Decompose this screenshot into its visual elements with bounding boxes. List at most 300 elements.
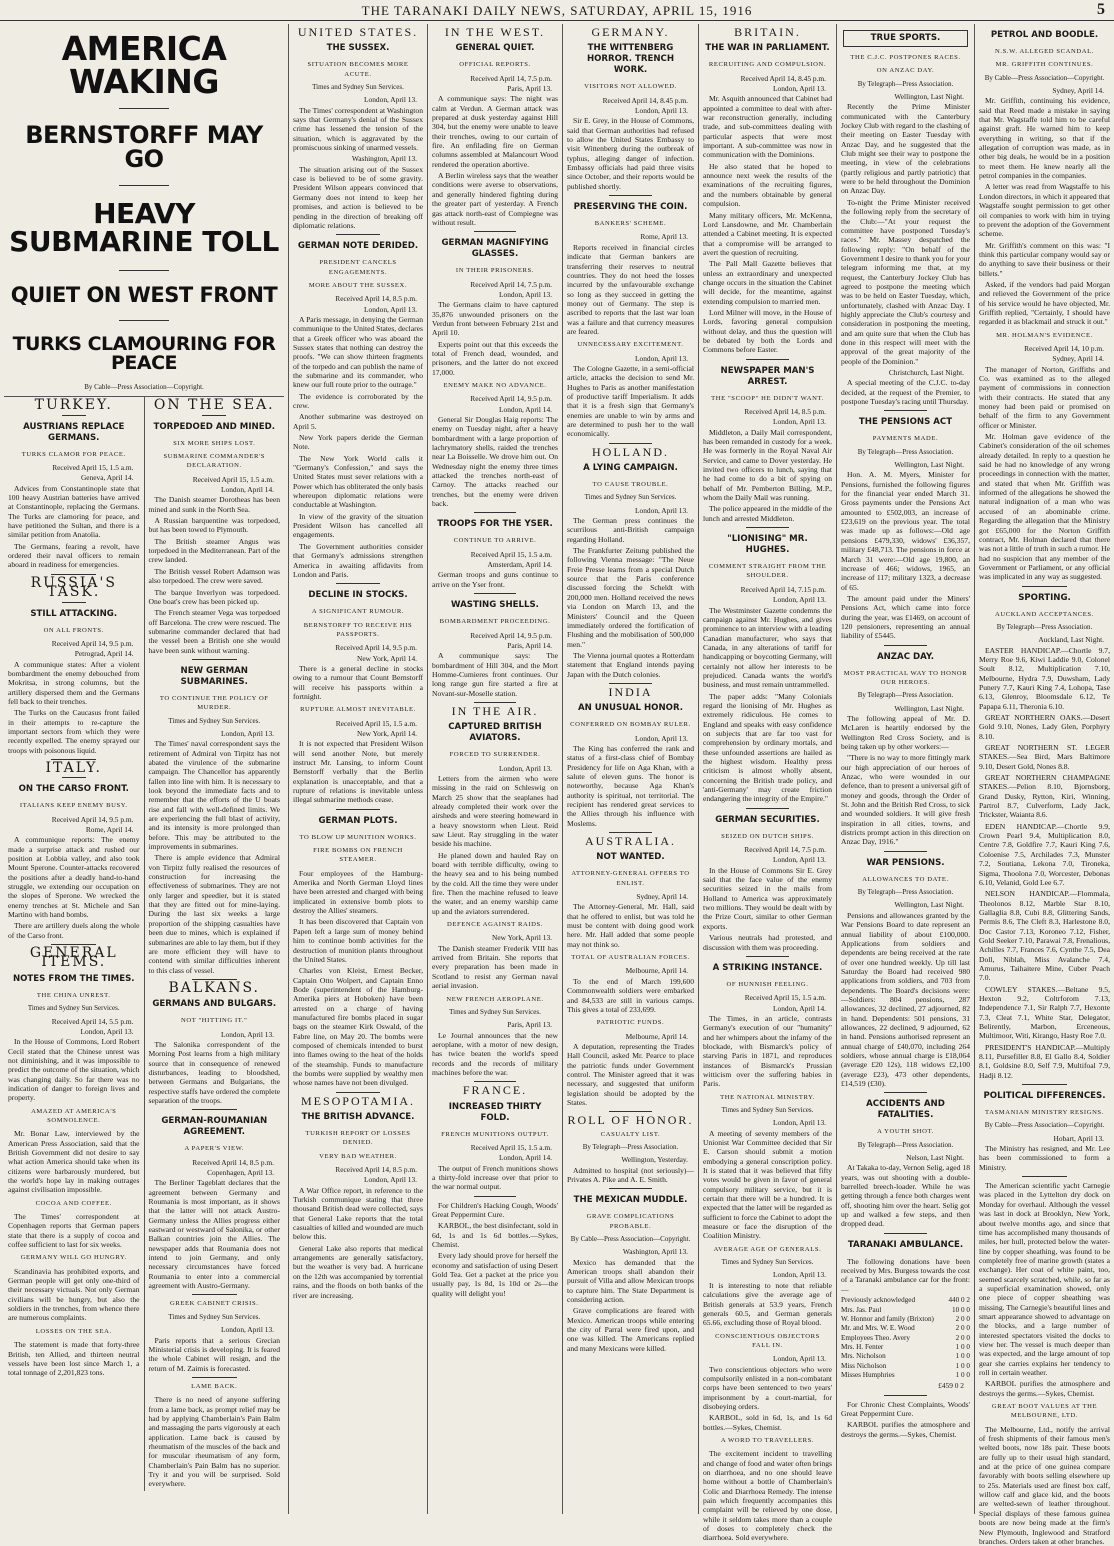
- dateline: London, April 13.: [635, 505, 688, 515]
- received-line: Received April 14, 7.5 p.m.: [744, 845, 826, 855]
- article-paragraph: New York papers deride the German Note.: [293, 433, 423, 452]
- section-head: ROLL OF HONOR.: [567, 1113, 694, 1128]
- dateline: London, April 13.: [221, 728, 274, 738]
- article-paragraph: Sir E. Grey, in the House of Commons, said that German authorities had refused to allow the United States Embassy to visit Wittenberg during the outbreak of typhus, alleging danger of infection. Embassy officials had paid three visits since October, and their reports would be published shortly.: [567, 116, 694, 191]
- received-line: Received April 14, 9.5 p.m.: [470, 394, 552, 404]
- article-subhead: NOTES FROM THE TIMES.: [12, 973, 135, 984]
- article-paragraph: Two conscientious objectors who were compulsorily enlisted in a non-combatant corps have been sentenced to two years' imprisonment by a court-martial, for disobeying orders.: [703, 1364, 832, 1411]
- dateline: Paris, April 14.: [507, 640, 552, 650]
- received-line: Received April 14, 7.5 p.m.: [470, 73, 552, 83]
- article-kicker: VISITORS NOT ALLOWED.: [584, 83, 677, 91]
- article-kicker: UNNECESSARY EXCITEMENT.: [577, 341, 684, 349]
- lead-byline: By Cable—Press Association—Copyright.: [84, 383, 204, 391]
- received-line: Received April 15, 1.5 a.m.: [470, 549, 552, 559]
- article-subhead: CAPTURED BRITISH AVIATORS.: [448, 722, 542, 744]
- article-subhead: THE BRITISH ADVANCE.: [301, 1112, 415, 1122]
- article-kicker: NEW FRENCH AEROPLANE.: [446, 995, 544, 1003]
- article-kicker: CONSCIENTIOUS OBJECTORS FALL IN.: [715, 1332, 820, 1349]
- service-line: By Cable—Press Association—Copyright.: [984, 1121, 1105, 1130]
- service-line: Times and Sydney Sun Services.: [721, 1258, 814, 1267]
- dateline: London, April 14.: [499, 404, 552, 414]
- article-paragraph: A Berlin wireless says that the weather conditions were averse to observations, and generally hindered fighting during the greater part of yesterday. A French gas attack north-east of Compiegne was without result.: [432, 171, 558, 227]
- subscription-amount: 2 0 0: [955, 1314, 970, 1323]
- dateline: London, April 13.: [773, 1118, 826, 1128]
- article-paragraph: At Takaka to-day, Vernon Selig, aged 18 years, was out shooting with a double-barrelled breech-loader. While he was getting through a fence both charges went off, shooting him over the heart. Selig got up and walked a few steps, and then dropped dead.: [841, 1163, 970, 1229]
- column-4: [427, 24, 562, 1514]
- section-head: FRANCE.: [462, 1083, 528, 1098]
- article-kicker: CONFERRED ON BOMBAY RULER.: [570, 721, 691, 729]
- column-5: [562, 24, 698, 1514]
- article-paragraph: Many military officers, Mr. McKenna, Lord Lansdowne, and Mr. Chamberlain attended a Cabinet meeting. It is expected that a compromise will be arranged to avert the question of recruiting.: [703, 210, 832, 257]
- article-kicker: CONTINUE TO ARRIVE.: [453, 537, 537, 545]
- received-line: Received April 15, 1.5 a.m.: [470, 1142, 552, 1152]
- article-kicker: CASUALTY LIST.: [600, 1130, 661, 1138]
- advertisement-text: For Children's Hacking Cough, Woods' Great Peppermint Cure.: [432, 1200, 558, 1219]
- article-paragraph: The Frankfurter Zeitung published the following Vienna message: "The Neue Freie Presse learns from a special Dutch source that the Paris conference discussed forcing the Scheldt with 200,000 men. Holland received the news via London on March 13, and the Ministers' Council and the Queen immediately ordered the fortification of Flushing and the mobilisation of 500,000 men.": [567, 546, 694, 649]
- article-subhead: STILL ATTACKING.: [30, 608, 118, 619]
- article-kicker: A PAPER'S VIEW.: [184, 1145, 245, 1153]
- article-paragraph: The New York World calls it "Germany's Confession," and says the United States must sever relations with a Power which has obliterated the only basis whereupon diplomatic relations were conductable at Washington.: [293, 453, 423, 510]
- article-paragraph: The Vienna journal quotes a Rotterdam statement that England intends paying Japan with the Dutch colonies.: [567, 650, 694, 679]
- advertisement-heading: LAME BACK.: [191, 1382, 238, 1390]
- article-kicker: TO BLOW UP MUNITION WORKS.: [299, 833, 417, 841]
- section-head: SPORTING.: [1018, 592, 1071, 603]
- subscription-amount: 440 0 2: [948, 1296, 970, 1305]
- article-subhead: GENERAL QUIET.: [455, 43, 535, 54]
- section-head: TRUE SPORTS.: [843, 30, 968, 47]
- received-line: Received April 15, 1.5 a.m.: [192, 474, 274, 484]
- dateline: Melbourne, April 14.: [625, 966, 688, 976]
- article-kicker: SUBMARINE COMMANDER'S DECLARATION.: [163, 453, 266, 470]
- dateline: London, April 13.: [773, 417, 826, 427]
- subscription-row: [841, 1296, 970, 1305]
- article-kicker: LOSSES ON THE SEA.: [35, 1327, 112, 1335]
- received-line: Received April 15, 1.5 a.m.: [52, 463, 134, 473]
- article-paragraph: Paris reports that a serious Grecian Ministerial crisis is developing. It is feared the whole Cabinet will resign, and the return of M. Zaimis is forecasted.: [148, 1335, 280, 1373]
- article-paragraph: The Westminster Gazette condemns the campaign against Mr. Hughes, and gives prominence to an interview with a leading Canadian manufacturer, who says that Canada, in any alterations of tariff for handicapping or boycotting Germany, will certainly not allow her interests to be prejudiced. Canada wants the world's business, and must remain untrammelled.: [703, 605, 832, 690]
- service-line: By Cable—Press Association—Copyright.: [570, 1235, 691, 1244]
- article-subhead: GERMAN NOTE DERIDED.: [297, 241, 419, 252]
- advertisement-text: Every lady should prove for herself the economy and satisfaction of using Desert Gold Tea. Get a packet at the price you usually pay, 1s 8d, 1s 10d or 2s—the quality will delight you!: [432, 1251, 558, 1298]
- article-paragraph: General Lake also reports that medical arrangements are generally satisfactory, but the weather is very bad. A hurricane on the 12th was accompanied by torrential rains, and the floods on both banks of the river are increasing.: [293, 1243, 423, 1300]
- article-kicker: TASMANIAN MINISTRY RESIGNS.: [985, 1109, 1104, 1117]
- section-head: GENERAL ITEMS.: [29, 945, 118, 971]
- subscription-amount: 1 0 0: [955, 1361, 970, 1370]
- advertisement-text: KARBOL purifies the atmosphere and destroys the germs.—Sykes, Chemist.: [979, 1379, 1110, 1398]
- subscription-row: [841, 1362, 970, 1371]
- article-kicker: BANKERS' SCHEME.: [594, 220, 667, 228]
- article-kicker: VERY BAD WEATHER.: [319, 1152, 397, 1160]
- dateline: Sydney, April 14.: [636, 892, 688, 902]
- article-kicker: TOTAL OF AUSTRALIAN FORCES.: [571, 954, 690, 962]
- received-line: Received April 15, 1.5 a.m.: [744, 993, 826, 1003]
- article-paragraph: A meeting of seventy members of the Unionist War Committee decided that Sir E. Carson should submit a motion embodying a general conscription policy. It is stated that it was believed that fifty votes would be given in favor of general compulsory military service, but it is certain that there will be a hundred. It is expected that the latter will be regarded as sufficient to force the Cabinet to adopt the measure or face the disruption of the Coalition Ministry.: [703, 1128, 832, 1241]
- subscription-row: [841, 1371, 970, 1380]
- section-head: RUSSIA'S TASK.: [30, 574, 117, 601]
- article-subhead: THE MEXICAN MUDDLE.: [573, 1195, 688, 1206]
- article-paragraph: The Times, in an article, contrasts Germany's execution of our "humanity" and her whimpers about the infamy of the blockade, with Bismarck's policy of starving Paris in 1871, and reproduces instances of Bismarck's Prussian witticism over the suffering babies in Paris.: [703, 1013, 832, 1089]
- article-paragraph: To-night the Prime Minister received the following reply from the secretary of the Club:—"At your request the committee have postponed Tuesday's races." Mr. Massey despatched the following reply: "On behalf of the Government I desire to thank you for your telegram informing me that, at my request, the Canterbury Jockey Club has agreed to postpone the meeting which was to be held on Easter Tuesday, which, unfortunately, clashed with Anzac Day. I highly appreciate the Club's courtesy and consideration in postponing the meeting, and am quite sure that when the Club has done in this respect will meet with the approval of the great majority of the people of the Dominion.": [841, 197, 970, 366]
- dateline: London, April 13.: [635, 353, 688, 363]
- article-paragraph: Hon. A. M. Myers, Minister for Pensions, furnished the following figures for the financial year ended March 31. Gross payments under the Pensions Act amounted to £502,003, an increase of £23,619 on the previous year. The total was made up as follows:—Old age pensions £479,330, widows' £36,357, military £48,713. The pensions in force at March 31 were:—Old age 19,800, an increase of 466; widows, 1965, an increase of 117; military 1323, a decrease of 65.: [841, 470, 970, 592]
- article-paragraph: There is ample evidence that Admiral von Tirpitz fully realised the resources of construction for increasing the effectiveness of submarines. They are not only larger and speedier, but it is stated that they are fitted out for mine-laying. During the last six weeks a large proportion of the shipping casualties have been due to mines, which is explained if submarines are able to lay them, but if they are more efficient they will have to contend with similar difficulties inherent to this class of vessel.: [148, 853, 280, 975]
- article-paragraph: In view of the gravity of the situation President Wilson has cancelled all engagements.: [293, 511, 423, 540]
- article-paragraph: A letter was read from Wagstaffe to his London directors, in which it appeared that Wagstaffe sought permission to get other oil companies to work with him in trying to prevent the adoption of the Government scheme.: [979, 182, 1110, 239]
- article-paragraph: A communique says: The night was calm at Verdun. A German attack was prepared at dusk yesterday against Hill 304, but the enemy were unable to leave their trenches, owing to our curtain of fire. An enfilading fire on German columns assembled at Malancourt Wood rendered the operation abortive.: [432, 94, 558, 169]
- lead-subhead-4: TURKS CLAMOURING FOR PEACE: [12, 333, 276, 374]
- subscriber-name: Miss Nicholson: [841, 1361, 887, 1370]
- dateline: New York, April 14.: [357, 728, 417, 738]
- received-line: Received April 14, 9.5 p.m.: [51, 814, 134, 824]
- service-line: By Telegraph—Press Association.: [857, 691, 954, 700]
- article-paragraph: The American scientific yacht Carnegie was placed in the Lyttelton dry dock on Monday for overhaul. Although the vessel was last in dock at Brooklyn, New York, about twelve months ago, and since that time has accomplished many thousands of miles, her hull, protected below the water-line by copper sheathing, was found to be completely free of marine growth (states a exchange). Her coat of white paint, too, seemed scarcely scratched, while, so far as a superficial examination showed, only one piece of copper sheathing was missing. The Carnegie's beautiful lines and smart appearance showed to advantage on the blocks, and a large number of interested spectators visited the docks to view her. The vessel is much deeper than was expected, and the large amount of top gear she carries explains her tendency to roll in certain weather.: [979, 1181, 1110, 1377]
- subscription-amount: 2 0 0: [955, 1333, 970, 1342]
- article-kicker: A SIGNIFICANT RUMOUR.: [311, 608, 405, 616]
- article-subhead: AN UNUSUAL HONOR.: [577, 703, 684, 714]
- section-head: ITALY.: [45, 759, 102, 776]
- article-subhead: NEWSPAPER MAN'S ARREST.: [720, 365, 815, 387]
- article-kicker: IN THEIR PRISONERS.: [455, 267, 535, 275]
- article-kicker: OF HUNNISH FEELING.: [726, 980, 809, 988]
- section-head: TARANAKI AMBULANCE.: [847, 1239, 964, 1250]
- dateline: Washington, April 13.: [351, 154, 417, 164]
- subscription-amount: 10 0 0: [952, 1305, 970, 1314]
- section-head: TURKEY.: [34, 397, 113, 414]
- dateline: London, April 14.: [773, 1003, 826, 1013]
- article-kicker: COMMENT STRAIGHT FROM THE SHOULDER.: [708, 563, 827, 580]
- article-kicker: MR. GRIFFITH CONTINUES.: [995, 61, 1094, 69]
- article-kicker: TO CONTINUE THE POLICY OF MURDER.: [159, 694, 269, 712]
- article-paragraph: Mr. Asquith announced that Cabinet had appointed a committee to deal with after-war reconstruction generally, including trade, and sub-committees dealing with particular aspects that were most important. A sub-committee was now in communication with the Dominions.: [703, 94, 832, 160]
- article-kicker: ALLOWANCES TO DATE.: [862, 875, 949, 883]
- lead-subhead-3: QUIET ON WEST FRONT: [10, 283, 278, 307]
- dateline: Melbourne, April 14.: [625, 1031, 688, 1041]
- article-kicker: MORE ABOUT THE SUSSEX.: [308, 281, 408, 289]
- section-head: IN THE WEST.: [444, 25, 546, 39]
- advertisement-text: KARBOL purifies the atmosphere and destroys the germs.—Sykes, Chemist.: [841, 1420, 970, 1439]
- article-paragraph: Another submarine was destroyed on April 5.: [293, 412, 423, 431]
- article-paragraph: A Russian barquentine was torpedoed, but has been towed to Plymouth.: [148, 516, 280, 535]
- service-line: Times and Sydney Sun Services.: [312, 83, 404, 92]
- article-paragraph: Scandinavia has prohibited exports, and German people will get only one-third of their necessary victuals. Not only German civilians will be hungry, but also the soldiers in the trenches, from whence there are numerous complaints.: [8, 1266, 140, 1323]
- dateline: London, April 13.: [364, 95, 417, 105]
- masthead-title: THE TARANAKI DAILY NEWS, SATURDAY, APRIL 15, 1916: [361, 3, 753, 18]
- page-number: 5: [1097, 1, 1106, 18]
- article-subhead: A STRIKING INSTANCE.: [712, 962, 823, 973]
- dateline: London, April 13.: [773, 1354, 826, 1364]
- received-line: Received April 14, 7.5 p.m.: [470, 279, 552, 289]
- article-paragraph: The Government authorities consider that Germany's admissions strengthen America in awaiting affidavits from London and Paris.: [293, 541, 423, 579]
- masthead: [0, 0, 1114, 21]
- article-paragraph: PRESIDENT'S HANDICAP.—Multiply 8.11, Pursefiller 8.8, El Gallo 8.4, Soldier 8.1, Goldsine 8.0, Self 7.9, Multifoal 7.9, Hadji 8.12.: [979, 1042, 1110, 1080]
- lead-column: [0, 24, 288, 1514]
- article-paragraph: It has been discovered that Captain von Papen left a large sum of money behind him to continue bomb activities for the destruction of munition plants throughout the United States.: [293, 917, 423, 964]
- article-paragraph: General Sir Douglas Haig reports: The enemy on Tuesday night, after a heavy bombardment with a large proportion of lachrymatory shells, raided the trenches near La Boisselle. We drove him out. On Wednesday night the enemy three times attacked the trenches north-east of Carnoy. The attacks reached our trenches, but the enemy were driven back.: [432, 415, 558, 509]
- article-paragraph: Mexico has demanded that the American troops shall abandon their pursuit of Villa and allow Mexican troops to capture him. The State Department is considering action.: [567, 1257, 694, 1305]
- section-head: INDIA: [608, 684, 653, 699]
- service-line: Times and Sydney Sun Services.: [721, 1105, 814, 1114]
- advertisement-text: KARBOL, sold in 6d, 1s, and 1s 6d bottles.—Sykes, Chemist.: [703, 1413, 832, 1432]
- article-paragraph: The output of French munitions shows a thirty-fold increase over that prior to the war normal output.: [432, 1163, 558, 1192]
- section-head: ANZAC DAY.: [876, 651, 935, 662]
- article-subhead: PRESERVING THE COIN.: [573, 202, 688, 213]
- article-kicker: FIRE BOMBS ON FRENCH STEAMER.: [313, 847, 403, 864]
- section-head: PETROL AND BOODLE.: [990, 30, 1099, 40]
- dateline: Paris, April 13.: [507, 84, 552, 94]
- column-3: [288, 24, 427, 1514]
- subscriber-name: Mrs. Nicholson: [841, 1352, 886, 1361]
- service-line: By Telegraph—Press Association.: [582, 1142, 679, 1151]
- received-line: Received April 14, 5.5 p.m.: [51, 1016, 134, 1026]
- section-head: BRITAIN.: [734, 25, 801, 39]
- article-kicker: GREEK CABINET CRISIS.: [170, 1300, 259, 1308]
- article-paragraph: The barque Inverlyon was torpedoed. One boat's crew has been picked up.: [148, 587, 280, 606]
- article-paragraph: EASTER HANDICAP.—Chortle 9.7, Merry Roe 9.6, Kiwi Laddie 9.0, Colonel Soult 8.12, Multiplication 7.10, Melbourne, Hydra 7.9, Duwsham, Lady Punery 7.7, Kauri King 7.4, Lohopa, Tase 6.13, Glenroy, Bloomsdale 6.12, Te Papapa 6.11, Theronia 6.10.: [979, 645, 1110, 711]
- article-subhead: GERMAN SECURITIES.: [715, 814, 820, 825]
- service-line: By Telegraph—Press Association.: [857, 888, 954, 897]
- subscription-amount: 2 0 0: [955, 1324, 970, 1333]
- article-kicker: ATTORNEY-GENERAL OFFERS TO ENLIST.: [571, 870, 690, 887]
- section-head: ON THE SEA.: [153, 397, 275, 414]
- section-head: THE PENSIONS ACT: [858, 417, 953, 428]
- article-paragraph: The Times' naval correspondent says the retirement of Admiral von Tirpitz has not abated the virulence of the submarine campaign. The Chancellor has apparently fallen into line with him. It is necessary to look beyond the immediate facts and to remember that the efforts of the U boats rise and fall with well-defined limits. We are experiencing the full blast of activity, and its intensity is more prolonged than before. This may be attributed to the improvements in submarines.: [148, 739, 280, 852]
- column-1: [4, 397, 144, 1490]
- article-paragraph: A War Office report, in reference to the Turkish communique stating that three thousand British dead were collected, says that General Lake reports that the total casualties of killed and wounded are much below this.: [293, 1185, 423, 1242]
- dateline: Rome, April 14.: [85, 825, 134, 834]
- article-paragraph: The evidence is corroborated by the crew.: [293, 391, 423, 410]
- article-paragraph: The manager of Norton, Griffiths and Co. was examined as to the alleged payment of commissions in connection with their contracts. He stated that any money had been paid or promised on behalf of the firm to any Government officer or Minister.: [979, 364, 1110, 430]
- dateline: Hobart, April 13.: [1053, 1133, 1104, 1143]
- received-line: Received April 14, 8.5 p.m.: [192, 1157, 274, 1167]
- article-kicker: GRAVE COMPLICATIONS PROBABLE.: [586, 1213, 675, 1230]
- article-subhead: GERMAN MAGNIFYING GLASSES.: [441, 238, 549, 260]
- article-paragraph: A Paris message, in denying the German communique to the United States, declares that a Greek officer who was aboard the Sussex states that nothing can destroy the proofs. "We can show thirteen fragments of the torpedo and can publish the name of the submarine and its commander, who knew our full route prior to the outrage.": [293, 314, 423, 390]
- subscription-row: [841, 1315, 970, 1324]
- article-paragraph: Admitted to hospital (not seriously)—Privates A. Pike and A. E. Smith.: [567, 1165, 694, 1184]
- article-paragraph: The Danish steamer Frederik VIII has arrived from Britain. She reports that every preparation has been made in Scotland to resist any German naval aerial invasion.: [432, 943, 558, 991]
- article-kicker: ENEMY MAKE NO ADVANCE.: [443, 381, 547, 389]
- article-paragraph: He planed down and hauled Ray on board with terrible difficulty, owing to the heavy sea and to his being numbed by the cold. All the time they were under fire. Then the machine refused to leave the water, and an enemy warship came up and the aviators surrendered.: [432, 850, 558, 916]
- article-subhead: DECLINE IN STOCKS.: [308, 590, 408, 601]
- article-kicker: ITALIANS KEEP ENEMY BUSY.: [19, 802, 128, 810]
- dateline: London, April 14.: [499, 1153, 552, 1163]
- article-subhead: GERMANS AND BULGARS.: [152, 999, 277, 1010]
- article-paragraph: The Salonika correspondent of the Morning Post learns from a high military source that in consequence of renewed disturbances, leading to bloodshed, between Germans and Bulgarians, the respective staffs have ordered the complete separation of the troops.: [148, 1039, 280, 1105]
- subscriber-name: Misses Humphries: [841, 1370, 895, 1379]
- article-paragraph: Charles von Kleist, Ernest Becker, Captain Otto Wolpert, and Captain Enno Bode (superintendent of the Hamburg-Amerika piers at Hoboken) have been arrested on a charge of having manufactured fire bombs placed in sugar bags on the steamer Kirk Oswald, of the Fabre line, on May 20. The bombs were composed of chemicals intended to burst into flames owing to the heat of the holds of the steamship. Funds to manufacture the bombs were supplied by wealthy men whose names have not been divulged.: [293, 966, 423, 1088]
- advertisement-heading: A WORD TO TRAVELLERS.: [720, 1436, 815, 1444]
- dateline: Geneva, April 14.: [80, 473, 134, 483]
- article-subhead: ON THE CARSO FRONT.: [18, 784, 129, 795]
- article-paragraph: Pensions and allowances granted by the War Pensions Board to date represent an annual liability of about £100,000. Applications from soldiers and dependents are being received at the rate of over one hundred weekly. Up till last Saturday the Board had received 980 applications from soldiers, and 703 from dependents. The Board's decisions were:—Soldiers: 804 pensions, 287 allowances, 32 declined, 27 adjourned, 82 in hand. Dependents: 501 pensions, 31 allowances, 22 declined, 9 adjourned, 62 in hand. Pensions authorised represent an annual charge of £40,070, including 264 soldiers, whose annual charge is £18,064 (average £20 12s), 118 widows £2,100 (average £23), 473 other dependents, £14,519 (£30).: [841, 910, 970, 1088]
- subscriber-name: Employees Theo. Avery: [841, 1333, 910, 1342]
- dateline: London, April 13.: [635, 733, 688, 743]
- advertisement-text: The Melbourne, Ltd., notify the arrival of fresh shipments of their famous men's welted boots, now 18s pair. These boots are fully up to their usual high standard, and at the price of one guinea compare favorably with boots selling elsewhere up to 25s. Materials used are finest box calf, willow calf and glace kid, and the boots are welted-sewn of leather throughout. Special displays of these famous guinea boots are now being made at the firm's New Plymouth, Inglewood and Stratford branches. Orders taken at other branches.: [979, 1424, 1110, 1546]
- advertisement-text: There is no need of anyone suffering from a lame back, as prompt relief may be had by applying Chamberlain's Pain Balm and massaging the parts vigorously at each application. Lame back is caused by rheumatism of the muscles of the back and for muscular rheumatism of any form, Chamberlain's Pain Balm has no superior. Try it and you will be surprised. Sold everywhere.: [148, 1395, 280, 1489]
- dateline: London, April 13.: [364, 304, 417, 314]
- article-paragraph: Mr. Griffith, continuing his evidence, said that Reed made a mistake in saying that Mr. Wagstaffe told him to be careful against graft. He warned him to keep everything in writing, so that if the allegation of corruption was made, as in other big deals, he would be in a position to meet them. He knew nearly all the petrol companies in the companies.: [979, 96, 1110, 181]
- service-line: By Cable—Press Association—Copyright.: [984, 73, 1105, 82]
- article-kicker: BOMBARDMENT PROCEEDING.: [439, 618, 551, 626]
- article-paragraph: GREAT NORTHERN CHAMPAGNE STAKES.—Pelion 8.10, Bjornsborg, Grand Dusky, Rytton, Kiri, Winning, Partrol 8.7, Culverform, Lady Jack, Trickster, Waianta 8.6.: [979, 773, 1110, 820]
- article-subhead: TORPEDOED AND MINED.: [153, 421, 276, 432]
- subscriber-name: W. Honnor and family (Brixton): [841, 1314, 934, 1323]
- article-paragraph: The situation arising out of the Sussex case is believed to be of some gravity. President Wilson appears convinced that Germany does not intend to keep her promises, and action is believed to be pending in the direction of breaking off diplomatic relations.: [293, 164, 423, 230]
- article-paragraph: The following donations have been received by Mrs. Burgess towards the cost of a Taranaki ambulance car for the front:—: [841, 1256, 970, 1294]
- dateline: London, April 13.: [364, 1175, 417, 1185]
- received-line: Received April 14, 8.45 p.m.: [740, 73, 826, 83]
- article-subhead: NEW GERMAN SUBMARINES.: [180, 665, 248, 687]
- article-kicker: COCOA AND COFFEE.: [35, 1199, 112, 1207]
- service-line: By Telegraph—Press Association.: [857, 1140, 954, 1149]
- article-subhead: NOT WANTED.: [596, 852, 665, 863]
- subscription-row: [841, 1343, 970, 1352]
- lead-subhead-1: BERNSTORFF MAY GO: [25, 121, 263, 173]
- section-head: WAR PENSIONS.: [866, 857, 945, 868]
- article-paragraph: German troops and guns continue to arrive on the Yser front.: [432, 570, 558, 589]
- article-paragraph: GREAT NORTHERN ST. LEGER STAKES.—Sea Bird, Mars Baltimore 9.10, Desert Gold, Nones 8.8.: [979, 743, 1110, 771]
- dateline: New York, April 13.: [492, 933, 552, 943]
- subscription-row: [841, 1352, 970, 1361]
- article-paragraph: "There is no way to more fittingly mark our high appreciation of our heroes of Anzac, who were wounded in our defence, than to present a universal gift of money and goods, through the Order of St. John and the British Red Cross, to sick and wounded soldiers. It will give fresh inspiration in all cities, towns, and districts prompt action in this direction on Anzac Day, 1916.": [841, 753, 970, 847]
- article-subhead: GERMAN PLOTS.: [318, 815, 398, 826]
- column-8: [974, 24, 1114, 1546]
- dateline: Wellington, Yesterday.: [621, 1155, 688, 1165]
- article-paragraph: The British steamer Angus was torpedoed in the Mediterranean. Part of the crew landed.: [148, 536, 280, 565]
- section-head: AUSTRALIA.: [585, 834, 676, 849]
- article-subhead: AUSTRIANS REPLACE GERMANS.: [23, 421, 125, 443]
- dateline: Petrograd, April 14.: [74, 649, 134, 659]
- article-paragraph: Mr. Griffith's comment on this was: "I think this particular company would say or do anything to save their business or their billets.": [979, 240, 1110, 278]
- article-paragraph: Four employees of the Hamburg-Amerika and North German Lloyd lines have been arrested and charged with being implicated in extensive bomb plots to destroy the Allies' steamers.: [293, 868, 423, 916]
- article-paragraph: A communique says: The bombardment of Hill 304, and the Mort Homme-Cumieres front continues. Our long range gun fire started a fire at Novant-sur-Moselle station.: [432, 651, 558, 698]
- article-kicker: THE CHINA UNREST.: [36, 991, 111, 999]
- article-paragraph: A deputation, representing the Trades Hall Council, asked Mr. Pearce to place the patriotic funds under Government control. The Minister agreed that it was necessary, and suggested that uniform legislation should be adopted by the States.: [567, 1041, 694, 1107]
- article-paragraph: A communique reports: The enemy made a surprise attack and rushed our position at Lobbia valley, and also took Mount Sperone. Counter-attacks recovered the positions after a deadly hand-to-hand struggle, we extending our occupation on the slopes of Sperone. We wrecked the enemy trenches at St. Michele and San Martino with hand bombs.: [8, 835, 140, 920]
- service-line: Times and Sydney Sun Services.: [168, 716, 261, 725]
- dateline: Auckland, Last Night.: [1038, 635, 1104, 645]
- article-paragraph: Mr. Bonar Law, interviewed by the American Press Association, said that the British Government did not desire to say what action America should take when its citizens were barbarously murdered, but the world's hope lay in making outrages against civilisation impossible.: [8, 1129, 140, 1195]
- received-line: Received April 14, 9.5 p.m.: [51, 638, 134, 648]
- received-line: Received April 14, 8.5 p.m.: [744, 407, 826, 416]
- article-paragraph: There are artillery duels along the whole of the Carso front.: [8, 921, 140, 940]
- article-paragraph: Le Journal announces that the new aeroplane, with a motor of new design, has twice beaten the world's speed records and the records of military machines before the war.: [432, 1030, 558, 1077]
- received-line: Received April 14, 9.5 p.m.: [470, 630, 552, 640]
- article-kicker: THE C.J.C. POSTPONES RACES.: [850, 54, 961, 61]
- subscription-total: £459 0 2: [938, 1381, 964, 1391]
- article-kicker: SIX MORE SHIPS LOST.: [173, 439, 256, 447]
- dateline: London, April 13.: [635, 106, 688, 116]
- article-kicker: MR. HOLMAN'S EVIDENCE.: [996, 331, 1093, 339]
- article-subhead: THE WITTENBERG HORROR. TRENCH WORK.: [586, 43, 675, 76]
- column-6: [698, 24, 836, 1543]
- article-paragraph: In the House of Commons, Lord Robert Cecil stated that the Chinese unrest was not diminishing, and it was impossible to predict the outcome of the situation, which was changing daily. So far there was no indication of danger to foreign lives and property.: [8, 1037, 140, 1103]
- lead-subhead-2: HEAVY SUBMARINE TOLL: [9, 197, 279, 258]
- service-line: Times and Sydney Sun Services.: [449, 1007, 541, 1016]
- section-head: BALKANS.: [168, 979, 260, 996]
- dateline: Wellington, Last Night.: [894, 703, 964, 713]
- article-kicker: PRESIDENT CANCELS ENGAGEMENTS.: [319, 259, 397, 276]
- received-line: Received April 14, 8.5 p.m.: [335, 1165, 417, 1175]
- article-subhead: TROOPS FOR THE YSER.: [437, 519, 553, 530]
- section-head: POLITICAL DIFFERENCES.: [983, 1091, 1106, 1102]
- subscriber-name: Mr. and Mrs. W. E. Wood: [841, 1324, 915, 1333]
- article-paragraph: Experts point out that this exceeds the total of French dead, wounded, and prisoners, and the latter do not exceed 17,000.: [432, 339, 558, 377]
- article-paragraph: He also stated that he hoped to announce next week the results of the examinations of the recruiting figures, and the numbers obtainable by general compulsion.: [703, 161, 832, 209]
- article-paragraph: The Attorney-General, Mr. Hall, said that he offered to enlist, but was told he must be content with doing good work here. Mr. Hall added that some people may not think so.: [567, 902, 694, 949]
- article-kicker: A YOUTH SHOT.: [877, 1128, 934, 1136]
- article-kicker: THE "SCOOP" HE DIDN'T WANT.: [711, 394, 824, 402]
- service-line: By Telegraph—Press Association.: [857, 447, 954, 456]
- article-paragraph: The paper adds: "Many Colonials regard the lionising of Mr. Hughes as extremely ridiculous. He comes to England and speaks with easy confidence on subjects that are far too vast for comprehension by ordinary mortals, and these unfounded assertions are hailed as the highest wisdom. Healthy press criticism is almost wholly absent, concerning the British trade policy, and 'anti-Germany' may create friction endangering the integrity of the Empire.": [703, 691, 832, 804]
- dateline: London, April 13.: [773, 84, 826, 94]
- article-paragraph: The amount paid under the Miners' Pensions Act, which came into force during the year, was £1469, on account of 120 pensioners, representing an annual liability of £5445.: [841, 593, 970, 641]
- subscription-amount: 1 0 0: [955, 1370, 970, 1379]
- article-paragraph: Reports received in financial circles indicate that German bankers are transferring their reserves to neutral countries. They do not heed the losses incurred by the unfavourable exchange so long as they succeed in getting the money out of Germany. The step is ascribed to reports that the last war loan was a failure and that currency measures are feared.: [567, 242, 694, 336]
- dateline: London, April 13.: [499, 763, 552, 773]
- article-subhead: A LYING CAMPAIGN.: [583, 463, 678, 474]
- article-paragraph: Lord Milner will move, in the House of Lords, favoring general compulsion without delay, and thus the question will be debated by both the Lords and Commons before Easter.: [703, 307, 832, 355]
- article-kicker: GERMANY WILL GO HUNGRY.: [20, 1254, 127, 1262]
- dateline: Wellington, Last Night.: [894, 900, 964, 910]
- article-paragraph: Grave complications are feared with Mexico. American troops while entering the city of Parral were fired upon, and one was killed. The Americans replied and many Mexicans were killed.: [567, 1306, 694, 1353]
- article-paragraph: The Danish steamer Dorotheas has been mined and sunk in the North Sea.: [148, 495, 280, 514]
- article-paragraph: Letters from the airmen who were missing in the raid on Schleswig on March 25 show that the seaplanes had already completed their work over the airsheds and were steering homeward in a heavy snowstorm when Lieut. Reid saw Lieut. Ray struggling in the water beside his machine.: [432, 773, 558, 849]
- section-head: GERMANY.: [591, 25, 670, 39]
- dateline: Rome, April 13.: [640, 232, 688, 242]
- article-paragraph: A special meeting of the C.J.C. to-day decided, at the request of the Premier, to postpone Tuesday's racing until Thursday.: [841, 378, 970, 407]
- article-kicker: N.S.W. ALLEGED SCANDAL.: [995, 48, 1094, 55]
- column-7: [836, 24, 974, 1514]
- received-line: Received April 14, 9.5 p.m.: [335, 643, 417, 653]
- dateline: Christchurch, Last Night.: [888, 368, 964, 377]
- section-head: UNITED STATES.: [297, 25, 419, 39]
- article-paragraph: Middleton, a Daily Mail correspondent, has been remanded in custody for a week. He was formerly in the Royal Naval Air Service, and came to Dover yesterday. He invited two officers to lunch, saying that he had come to do a bit of spying on behalf of Mr. Pemberton Billing, M.P., whom the Daily Mail was running.: [703, 427, 832, 503]
- article-kicker: OFFICIAL REPORTS.: [459, 61, 531, 69]
- article-kicker: AMAZED AT AMERICA'S SOMNOLENCE.: [31, 1107, 117, 1124]
- article-paragraph: The Ministry has resigned, and Mr. Lee has been commissioned to form a Ministry.: [979, 1144, 1110, 1172]
- article-paragraph: The Germans claim to have captured 35,876 unwounded prisoners on the Verdun front between February 21st and April 10.: [432, 300, 558, 338]
- article-kicker: ON ALL FRONTS.: [43, 626, 104, 634]
- article-paragraph: The Cologne Gazette, in a semi-official article, attacks the decision to send Mr. Hughes to Paris as another manifestation of productive tariff Imperialism. It adds that it is a fresh sign that Germany's enemies are unable to win by arms and are determined to push her to the wall economically.: [567, 363, 694, 439]
- article-kicker: AUCKLAND ACCEPTANCES.: [995, 610, 1094, 618]
- section-head: ACCIDENTS AND FATALITIES.: [866, 1099, 945, 1121]
- article-paragraph: The following appeal of Mr. D. McLaren is heartily endorsed by the Wellington Red Cross Society, and is being taken up by other workers:—: [841, 713, 970, 751]
- article-paragraph: GREAT NORTHERN OAKS.—Desert Gold 9.10, Nones, Lady Glen, Porphyry 8.10.: [979, 713, 1110, 741]
- subscription-amount: 1 0 0: [955, 1342, 970, 1351]
- dateline: London, April 13.: [499, 289, 552, 299]
- article-kicker: FRENCH MUNITIONS OUTPUT.: [441, 1130, 549, 1138]
- subscriber-name: Mrs. H. Fenter: [841, 1342, 884, 1351]
- subscription-row: [841, 1324, 970, 1333]
- dateline: London, April 13.: [221, 1325, 274, 1335]
- article-paragraph: The King has conferred the rank and status of a first-class chief of Bombay Presidency for life on Aga Khan, with a salute of eleven guns. The honor is noteworthy, because Aga Khan's authority is spiritual, not territorial. The recipient has rendered great services to the Allies through his influence with Moslems.: [567, 743, 694, 828]
- service-line: By Telegraph—Press Association.: [857, 79, 954, 88]
- article-paragraph: Asked, if the vendors had paid Morgan and relieved the Government of the price of his service would he have objected, Mr. Griffith replied, "Certainly, I should have regarded it as blackmail and struck it out.": [979, 279, 1110, 327]
- service-line: Times and Sydney Sun Services.: [584, 493, 677, 502]
- dateline: Paris, April 13.: [507, 1020, 552, 1030]
- article-paragraph: There is a general decline in stocks owing to a rumour that Count Bernstorff will receive his passports within a fortnight.: [293, 663, 423, 701]
- article-paragraph: The Times' correspondent at Washington says that Germany's denial of the Sussex crime has lessened the tension of the situation, which is aggravated by the promiscuous sinking of unarmed vessels.: [293, 105, 423, 153]
- article-paragraph: Advices from Constantinople state that 100 heavy Austrian batteries have arrived at Constantinople, replacing the Germans. The Turks are clamoring for peace, and have petitioned the Sultan, and there is a similar petition from Anatolia.: [8, 483, 140, 540]
- dateline: Sydney, April 14.: [1052, 86, 1104, 96]
- received-line: Received April 14, 7.15 p.m.: [740, 584, 826, 594]
- article-subhead: INCREASED THIRTY FOLD.: [448, 1101, 542, 1123]
- advertisement-text: KARBOL, the best disinfectant, sold in 6d, 1s and 1s 6d bottles.—Sykes, Chemist.: [432, 1221, 559, 1250]
- subscriber-name: Mrs. Jas. Paul: [841, 1305, 882, 1314]
- dateline: Wellington, Last Night.: [894, 92, 964, 102]
- article-kicker: SEIZED ON DUTCH SHIPS.: [721, 832, 814, 840]
